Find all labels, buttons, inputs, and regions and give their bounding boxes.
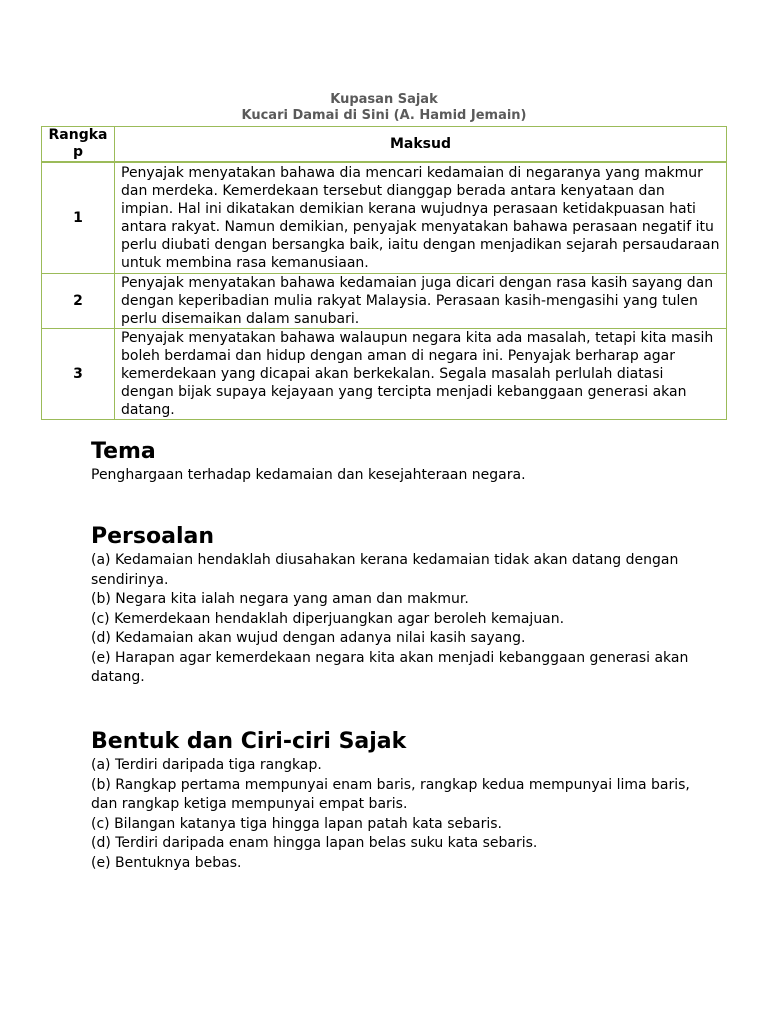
list-item: (b) Rangkap pertama mempunyai enam baris, rangkap kedua mempunyai lima baris, dan rangkap ketiga mempunyai empat baris.: [91, 776, 690, 812]
tema-body: Penghargaan terhadap kedamaian dan kesejahteraan negara.: [91, 467, 526, 483]
rangkap-number: 1: [42, 162, 115, 273]
rangkap-maksud: Penyajak menyatakan bahawa dia mencari kedamaian di negaranya yang makmur dan merdeka. Kemerdekaan tersebut dianggap berada antara kenyataan dan impian. Hal ini dikatakan demikian kerana wujudnya perasaan ketidakpuasan hati antara rakyat. Namun demikian, penyajak menyatakan bahawa perasaan negatif itu perlu diubati dengan bersangka baik, iaitu dengan menjadikan sejarah persaudaraan untuk membina rasa kemanusiaan.: [115, 162, 727, 273]
tema-section: [91, 438, 711, 486]
list-item: (a) Terdiri daripada tiga rangkap.: [91, 757, 322, 773]
table-row: [42, 162, 727, 273]
list-item: (b) Negara kita ialah negara yang aman dan makmur.: [91, 591, 469, 607]
tema-heading: Tema: [91, 439, 156, 464]
rangkap-number: 3: [42, 328, 115, 419]
header-maksud: Maksud: [115, 127, 727, 163]
list-item: (c) Bilangan katanya tiga hingga lapan patah kata sebaris.: [91, 815, 502, 832]
document-title-block: [0, 92, 768, 124]
persoalan-section: [91, 523, 711, 688]
rangkap-maksud: Penyajak menyatakan bahawa kedamaian juga dicari dengan rasa kasih sayang dan dengan keperibadian mulia rakyat Malaysia. Perasaan kasih-mengasihi yang tulen perlu disemaikan dalam sanubari.: [115, 273, 727, 328]
list-item: (d) Terdiri daripada enam hingga lapan belas suku kata sebaris.: [91, 835, 538, 851]
table-header-row: [42, 127, 727, 163]
rangkap-table: [41, 126, 727, 420]
table-row: [42, 273, 727, 328]
list-item: (e) Harapan agar kemerdekaan negara kita akan menjadi kebanggaan generasi akan datang.: [91, 649, 689, 685]
bentuk-section: [91, 728, 711, 873]
rangkap-maksud: Penyajak menyatakan bahawa walaupun negara kita ada masalah, tetapi kita masih boleh berdamai dan hidup dengan aman di negara ini. Penyajak berharap agar kemerdekaan yang dicapai akan berkekalan. Segala masalah perlulah diatasi dengan bijak supaya kejayaan yang tercipta menjadi kebanggaan generasi akan datang.: [115, 328, 727, 419]
document-subtitle: Kucari Damai di Sini (A. Hamid Jemain): [241, 108, 527, 123]
header-rangkap-label: Rangkap: [48, 127, 108, 160]
header-rangkap: [42, 127, 115, 163]
persoalan-heading: Persoalan: [91, 524, 214, 549]
list-item: (e) Bentuknya bebas.: [91, 854, 242, 871]
rangkap-number: 2: [42, 273, 115, 328]
table-row: [42, 328, 727, 419]
document-title: Kupasan Sajak: [330, 92, 438, 107]
list-item: (c) Kemerdekaan hendaklah diperjuangkan agar beroleh kemajuan.: [91, 610, 565, 627]
bentuk-heading: Bentuk dan Ciri-ciri Sajak: [91, 729, 407, 754]
list-item: (d) Kedamaian akan wujud dengan adanya nilai kasih sayang.: [91, 630, 526, 646]
list-item: (a) Kedamaian hendaklah diusahakan kerana kedamaian tidak akan datang dengan sendirinya.: [91, 552, 679, 588]
